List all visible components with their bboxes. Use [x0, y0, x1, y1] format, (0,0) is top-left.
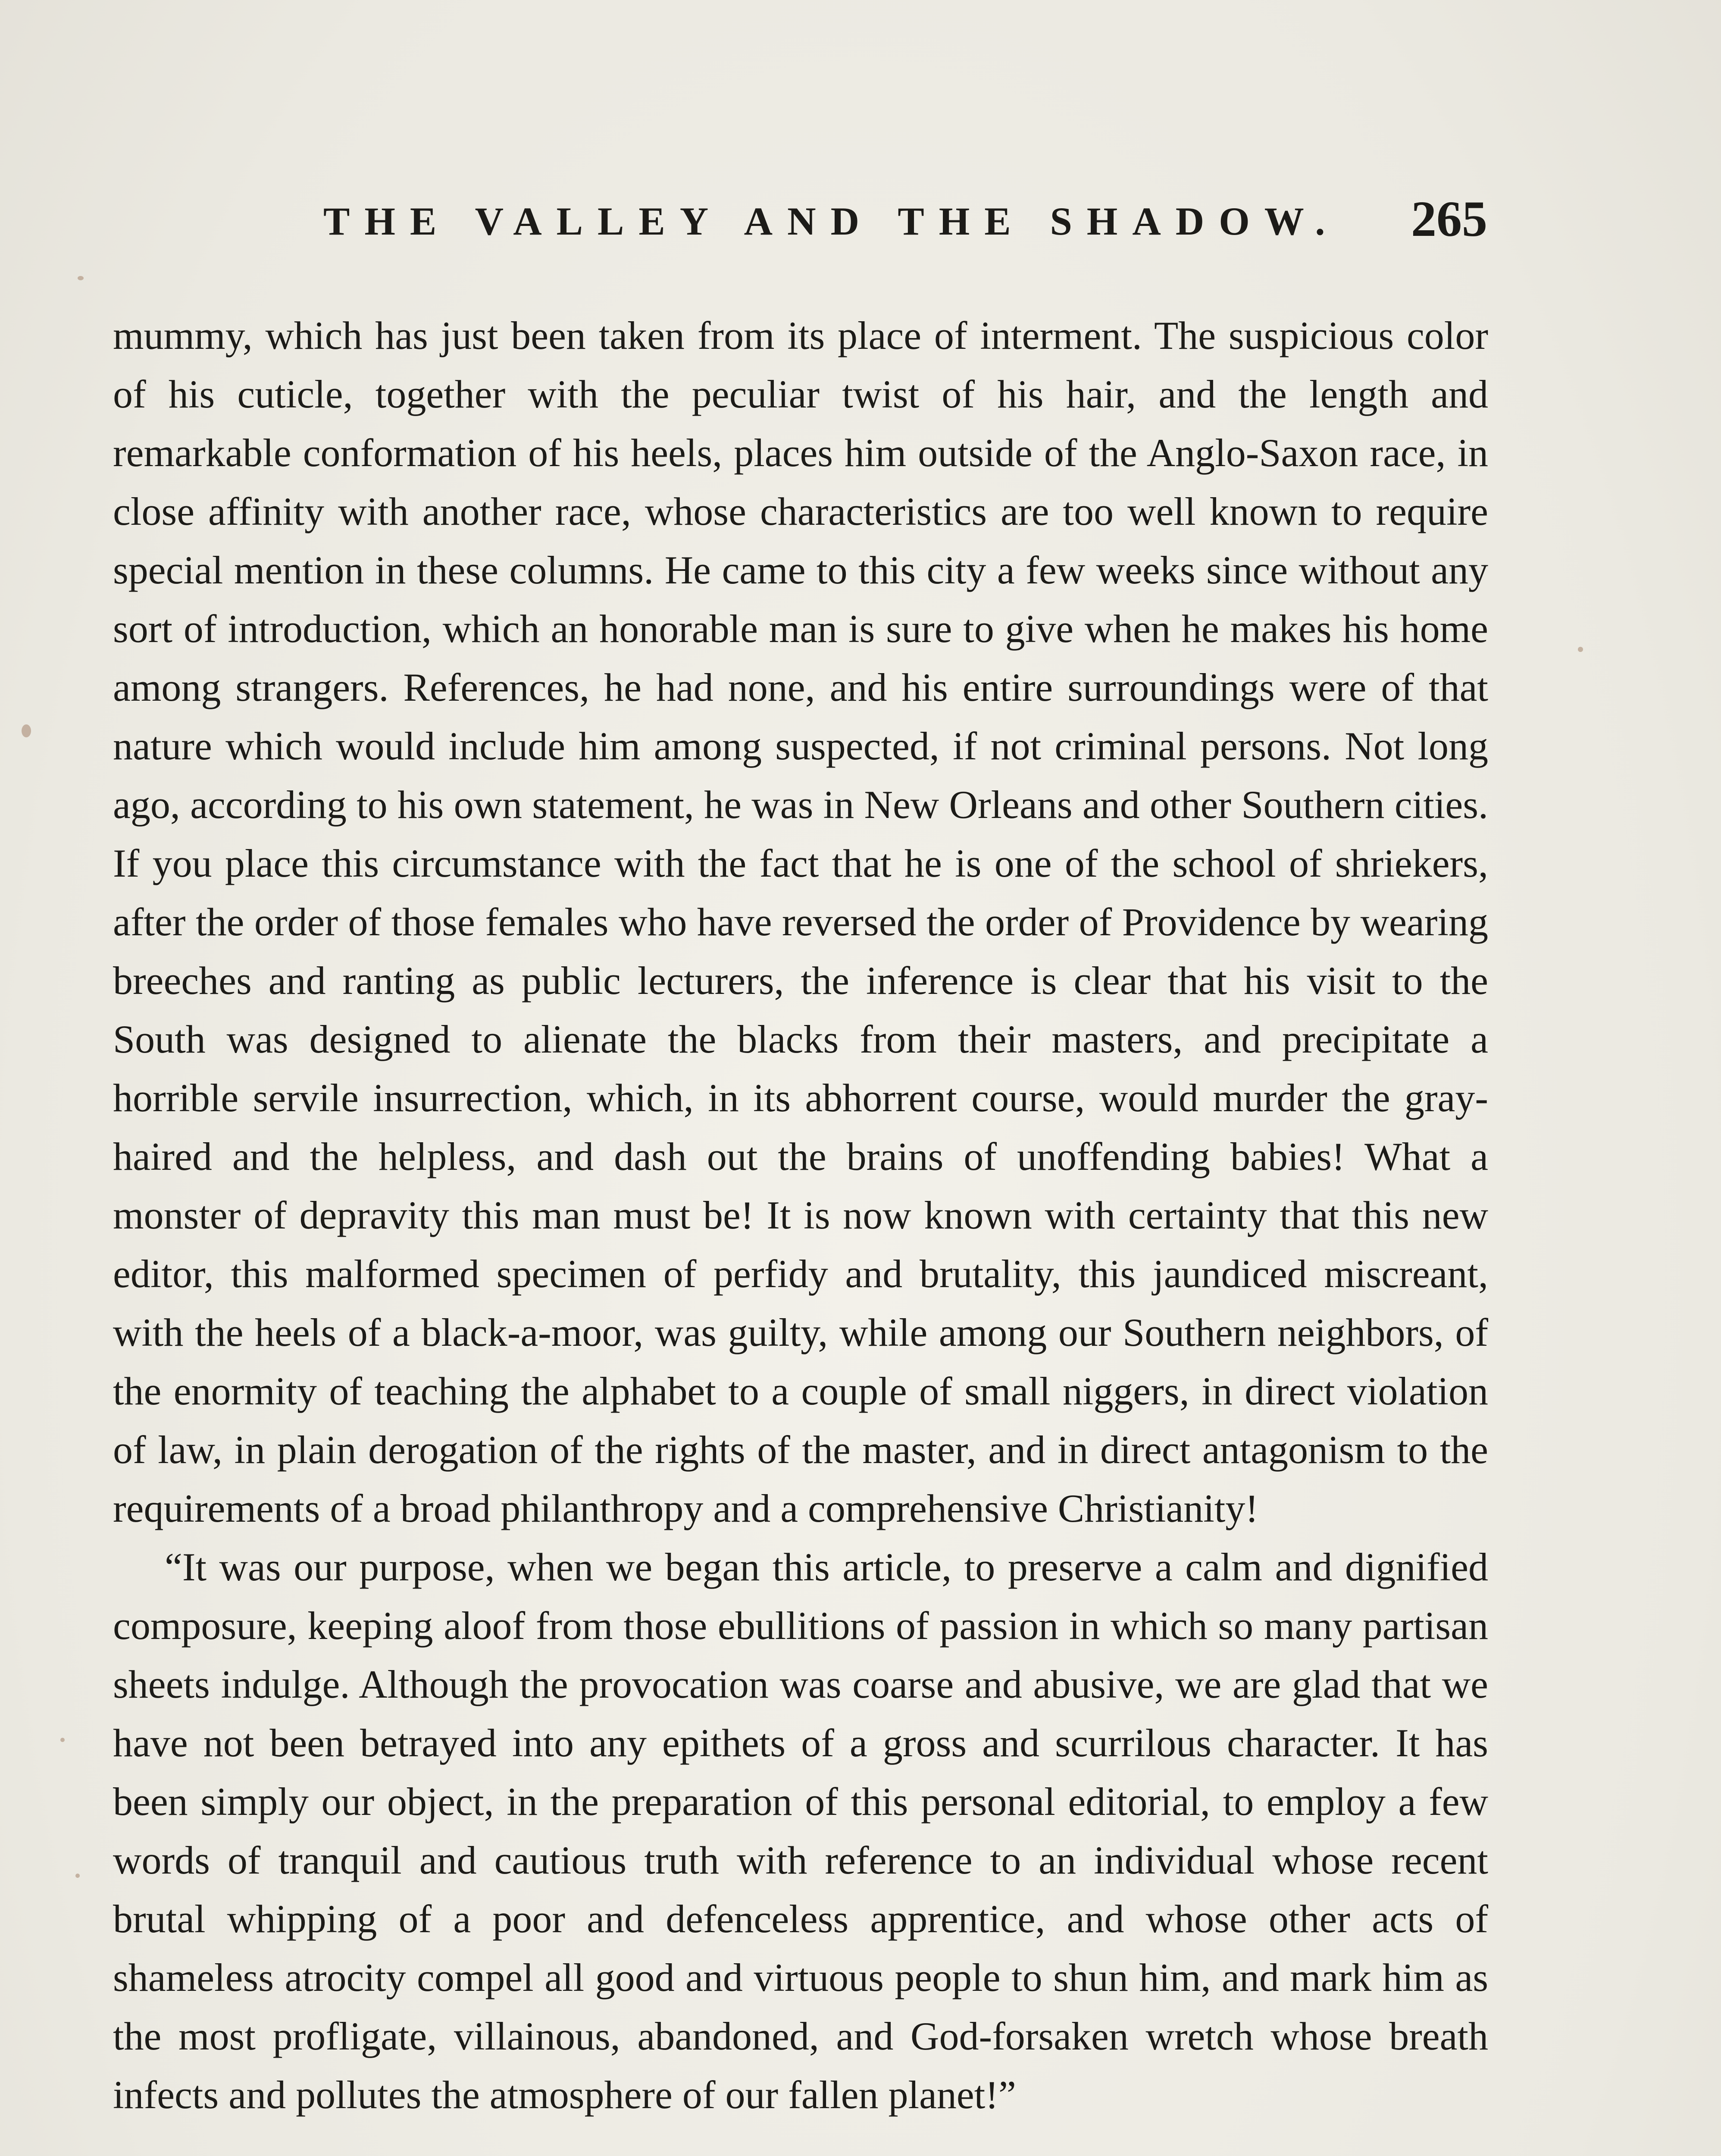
paper-speck: [78, 276, 84, 280]
paragraph-2: “It was our purpose, when we began this article, to preserve a calm and dignified composure, keeping aloof from those ebullitions of passion in which so many partisan sheets indulge. Although the provocation was coarse and abusive, we are glad that we have not been betrayed into any epithets of a gross and scurrilous character. It has been simply our object, in the preparation of this personal editorial, to employ a few words of tranquil and cautious truth with reference to an individual whose recent brutal whipping of a poor and defenceless apprentice, and whose other acts of shameless atrocity compel all good and virtuous people to shun him, and mark him as the most profligate, villainous, abandoned, and God-forsaken wretch whose breath infects and pollutes the atmosphere of our fallen planet!”: [113, 1545, 1488, 2117]
running-title: THE VALLEY AND THE SHADOW.: [323, 199, 1340, 243]
paragraph-1: mummy, which has just been taken from its place of interment. The suspicious color of his cuticle, together with the peculiar twist of his hair, and the length and remarkable conformation of his heels, places him outside of the Anglo-Saxon race, in close affinity with another race, whose characteristics are too well known to require special mention in these columns. He came to this city a few weeks since without any sort of introduction, which an honorable man is sure to give when he makes his home among strangers. References, he had none, and his entire surroundings were of that nature which would include him among suspected, if not criminal persons. Not long ago, according to his own statement, he was in New Orleans and other Southern cities. If you place this circumstance with the fact that he is one of the school of shriekers, after the order of those females who have reversed the order of Providence by wearing breeches and ranting as public lecturers, the inference is clear that his visit to the South was designed to alienate the blacks from their masters, and precipitate a horrible servile insurrection, which, in its abhorrent course, would murder the gray-haired and the helpless, and dash out the brains of unoffending babies! What a monster of depravity this man must be! It is now known with certainty that this new editor, this malformed specimen of perfidy and brutality, this jaundiced miscreant, with the heels of a black-a-moor, was guilty, while among our Southern neighbors, of the enormity of teaching the alphabet to a couple of small niggers, in direct violation of law, in plain derogation of the rights of the master, and in direct antagonism to the requirements of a broad philanthropy and a comprehensive Christianity!: [113, 313, 1488, 1530]
running-head: [108, 190, 1487, 259]
paper-speck: [60, 1738, 65, 1742]
paper-speck: [75, 1874, 80, 1878]
page-number: 265: [1411, 191, 1487, 247]
body-text: [113, 306, 1488, 2124]
paper-speck: [22, 724, 31, 737]
paper-speck: [1578, 647, 1583, 652]
